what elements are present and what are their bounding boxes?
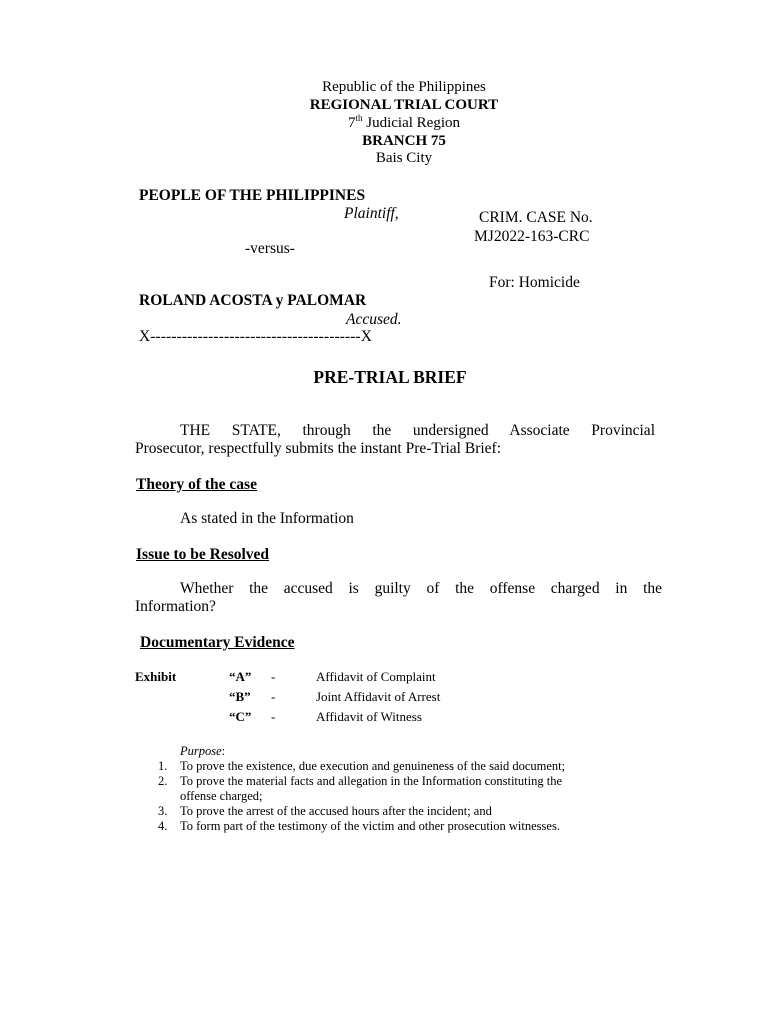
purpose-number: 2. bbox=[158, 774, 168, 788]
exhibit-dash: - bbox=[271, 689, 276, 704]
purpose-text: To prove the existence, due execution and genuineness of the said document; bbox=[180, 759, 566, 773]
accused-name: ROLAND ACOSTA y PALOMAR bbox=[139, 292, 367, 309]
exhibit-label: Exhibit bbox=[135, 669, 177, 684]
plaintiff-name: PEOPLE OF THE PHILIPPINES bbox=[139, 187, 366, 204]
purpose-text-continued: offense charged; bbox=[180, 789, 263, 803]
region-text: Judicial Region bbox=[362, 115, 460, 131]
exhibit-dash: - bbox=[271, 709, 276, 724]
exhibit-description: Affidavit of Complaint bbox=[316, 669, 436, 684]
purpose-number: 4. bbox=[158, 819, 168, 833]
issue-line-2: Information? bbox=[135, 598, 216, 615]
purpose-text: To prove the material facts and allegation in the Information constituting the bbox=[180, 774, 562, 788]
case-label: CRIM. CASE No. bbox=[479, 209, 593, 226]
purpose-text: To form part of the testimony of the victim and other prosecution witnesses. bbox=[180, 819, 560, 833]
intro-line-2: Prosecutor, respectfully submits the instant Pre-Trial Brief: bbox=[135, 440, 502, 457]
region-number: 7 bbox=[347, 115, 356, 131]
purpose-label bbox=[180, 744, 225, 759]
intro-line-1: THE STATE, through the undersigned Associate Provincial bbox=[180, 422, 655, 439]
evidence-heading: Documentary Evidence bbox=[140, 634, 295, 651]
court-name: REGIONAL TRIAL COURT bbox=[309, 97, 499, 113]
issue-line-1: Whether the accused is guilty of the offense charged in the bbox=[180, 580, 662, 597]
region-ordinal: th bbox=[355, 113, 363, 123]
document-title: PRE-TRIAL BRIEF bbox=[313, 367, 467, 387]
republic-line: Republic of the Philippines bbox=[322, 79, 486, 95]
versus-label: -versus- bbox=[245, 240, 295, 257]
exhibit-description: Joint Affidavit of Arrest bbox=[316, 689, 441, 704]
purpose-text: To prove the arrest of the accused hours after the incident; and bbox=[180, 804, 492, 818]
plaintiff-role: Plaintiff, bbox=[344, 205, 399, 222]
city: Bais City bbox=[375, 150, 433, 166]
exhibit-dash: - bbox=[271, 669, 276, 684]
purpose-word: Purpose bbox=[180, 744, 222, 758]
caption-separator: X----------------------------------------X bbox=[139, 328, 373, 345]
offense: For: Homicide bbox=[489, 274, 580, 291]
judicial-region bbox=[0, 114, 768, 132]
exhibit-mark: “C” bbox=[229, 709, 252, 724]
purpose-colon: : bbox=[221, 744, 226, 758]
exhibit-description: Affidavit of Witness bbox=[316, 709, 422, 724]
case-number: MJ2022-163-CRC bbox=[474, 228, 590, 245]
theory-heading: Theory of the case bbox=[136, 476, 257, 493]
purpose-number: 3. bbox=[158, 804, 168, 818]
purpose-number: 1. bbox=[158, 759, 168, 773]
accused-role: Accused. bbox=[346, 311, 402, 328]
exhibit-mark: “B” bbox=[229, 689, 251, 704]
issue-heading: Issue to be Resolved bbox=[136, 546, 270, 563]
exhibit-mark: “A” bbox=[229, 669, 252, 684]
theory-text: As stated in the Information bbox=[180, 510, 354, 527]
branch: BRANCH 75 bbox=[362, 133, 446, 149]
